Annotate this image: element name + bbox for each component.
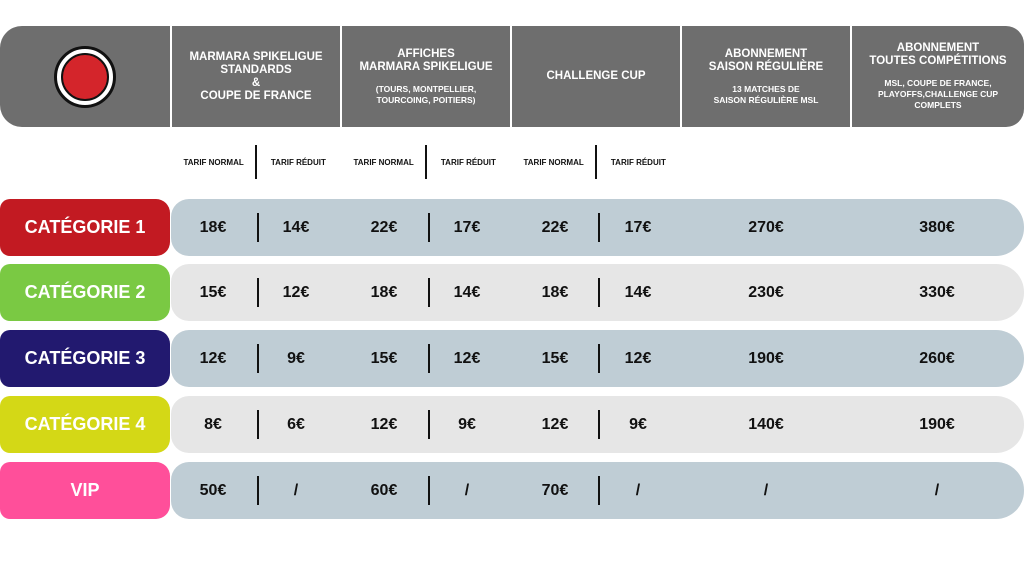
price-row xyxy=(0,199,1024,256)
price-divider xyxy=(598,213,600,242)
price-affiches-normal: 15€ xyxy=(370,349,398,367)
price-row xyxy=(0,462,1024,519)
price-abonnement-toutes: 330€ xyxy=(919,283,955,301)
price-standards-normal: 50€ xyxy=(199,481,227,499)
price-standards-normal: 18€ xyxy=(199,218,227,236)
price-abonnement-toutes: / xyxy=(934,481,940,499)
price-affiches-reduit: 14€ xyxy=(453,283,481,301)
price-affiches-reduit: 17€ xyxy=(453,218,481,236)
club-logo-emblem xyxy=(61,53,109,101)
price-row xyxy=(0,264,1024,321)
category-label: CATÉGORIE 3 xyxy=(0,330,170,387)
header-abonnement-toutes-detail-3: COMPLETS xyxy=(914,100,962,110)
category-label: VIP xyxy=(0,462,170,519)
price-row xyxy=(0,330,1024,387)
header-standards-line-2: STANDARDS xyxy=(220,63,292,76)
header-abonnement-toutes-line-1: ABONNEMENT xyxy=(896,42,980,54)
price-band xyxy=(171,396,1024,453)
price-row xyxy=(0,396,1024,453)
price-abonnement-toutes: 190€ xyxy=(919,415,955,433)
category-label: CATÉGORIE 4 xyxy=(0,396,170,453)
price-challenge-reduit: 17€ xyxy=(624,218,652,236)
price-standards-reduit: 6€ xyxy=(287,415,305,433)
header-abonnement-saison-detail xyxy=(714,84,819,106)
header-abonnement-toutes-detail-2: PLAYOFFS,CHALLENGE CUP xyxy=(877,89,999,99)
price-standards-reduit: 9€ xyxy=(287,349,305,367)
price-affiches-reduit: 12€ xyxy=(453,349,481,367)
price-challenge-reduit: / xyxy=(635,481,641,499)
price-abonnement-saison: 190€ xyxy=(748,349,784,367)
header-abonnement-saison-detail-2: SAISON RÉGULIÈRE MSL xyxy=(713,94,819,105)
subheader-tarif-normal: TARIF NORMAL xyxy=(183,157,244,167)
header-affiches-line-1: AFFICHES xyxy=(397,47,455,60)
header-abonnement-saison-detail-1: 13 MATCHES DE xyxy=(732,83,800,94)
price-affiches-normal: 60€ xyxy=(370,481,398,499)
subheader-tarif-normal: TARIF NORMAL xyxy=(523,157,584,167)
price-divider xyxy=(428,344,430,373)
header-abonnement-toutes-detail xyxy=(878,78,998,111)
category-label: CATÉGORIE 1 xyxy=(0,199,170,256)
price-abonnement-saison: 270€ xyxy=(748,218,784,236)
header-standards-line-4: COUPE DE FRANCE xyxy=(200,89,312,102)
header-abonnement-toutes-line-2: TOUTES COMPÉTITIONS xyxy=(869,55,1007,67)
price-divider xyxy=(428,213,430,242)
price-divider xyxy=(257,213,259,242)
header-affiches xyxy=(342,26,510,127)
price-band xyxy=(171,330,1024,387)
price-abonnement-saison: / xyxy=(763,481,769,499)
price-standards-normal: 12€ xyxy=(199,349,227,367)
price-band xyxy=(171,199,1024,256)
price-challenge-normal: 70€ xyxy=(541,481,569,499)
price-affiches-normal: 22€ xyxy=(370,218,398,236)
price-standards-normal: 15€ xyxy=(199,283,227,301)
price-abonnement-saison: 230€ xyxy=(748,283,784,301)
price-divider xyxy=(257,476,259,505)
price-divider xyxy=(598,344,600,373)
header-affiches-detail-2: TOURCOING, POITIERS) xyxy=(376,94,476,105)
header-abonnement-toutes xyxy=(852,26,1024,127)
price-divider xyxy=(598,410,600,439)
price-standards-reduit: 12€ xyxy=(282,283,310,301)
header-affiches-detail xyxy=(376,84,476,106)
header-challenge-cup-line-1: CHALLENGE CUP xyxy=(546,70,646,82)
header-standards-line-3: & xyxy=(251,76,261,89)
price-divider xyxy=(428,410,430,439)
subheader-tarif-reduit: TARIF RÉDUIT xyxy=(270,157,326,167)
price-band xyxy=(171,264,1024,321)
price-divider xyxy=(428,278,430,307)
header-abonnement-saison xyxy=(682,26,850,127)
club-logo xyxy=(54,46,116,108)
price-challenge-reduit: 9€ xyxy=(629,415,647,433)
price-divider xyxy=(428,476,430,505)
price-standards-normal: 8€ xyxy=(204,415,222,433)
header-standards-line-1: MARMARA SPIKELIGUE xyxy=(189,50,323,63)
header-abonnement-saison-line-2: SAISON RÉGULIÈRE xyxy=(708,60,824,73)
price-affiches-reduit: 9€ xyxy=(458,415,476,433)
logo-header-cell xyxy=(0,26,170,127)
price-abonnement-saison: 140€ xyxy=(748,415,784,433)
price-standards-reduit: 14€ xyxy=(282,218,310,236)
header-affiches-detail-1: (TOURS, MONTPELLIER, xyxy=(375,83,477,94)
price-challenge-normal: 12€ xyxy=(541,415,569,433)
price-divider xyxy=(257,410,259,439)
price-affiches-reduit: / xyxy=(464,481,470,499)
price-divider xyxy=(598,476,600,505)
subheader-challenge-cup xyxy=(512,145,680,179)
subheader-tarif-normal: TARIF NORMAL xyxy=(353,157,414,167)
price-abonnement-toutes: 260€ xyxy=(919,349,955,367)
category-label: CATÉGORIE 2 xyxy=(0,264,170,321)
price-divider xyxy=(257,278,259,307)
header-affiches-line-2: MARMARA SPIKELIGUE xyxy=(359,60,493,73)
header-abonnement-saison-line-1: ABONNEMENT xyxy=(724,47,808,60)
header-challenge-cup xyxy=(512,26,680,127)
price-challenge-normal: 15€ xyxy=(541,349,569,367)
price-standards-reduit: / xyxy=(293,481,299,499)
price-band xyxy=(171,462,1024,519)
subheader-tarif-reduit: TARIF RÉDUIT xyxy=(610,157,666,167)
price-challenge-normal: 18€ xyxy=(541,283,569,301)
price-divider xyxy=(257,344,259,373)
subheader-tarif-reduit: TARIF RÉDUIT xyxy=(440,157,496,167)
price-challenge-normal: 22€ xyxy=(541,218,569,236)
price-divider xyxy=(598,278,600,307)
header-abonnement-toutes-detail-1: MSL, COUPE DE FRANCE, xyxy=(884,78,992,88)
price-challenge-reduit: 14€ xyxy=(624,283,652,301)
price-affiches-normal: 12€ xyxy=(370,415,398,433)
price-challenge-reduit: 12€ xyxy=(624,349,652,367)
subheader-standards xyxy=(172,145,340,179)
price-affiches-normal: 18€ xyxy=(370,283,398,301)
header-standards xyxy=(172,26,340,127)
subheader-affiches xyxy=(342,145,510,179)
price-abonnement-toutes: 380€ xyxy=(919,218,955,236)
